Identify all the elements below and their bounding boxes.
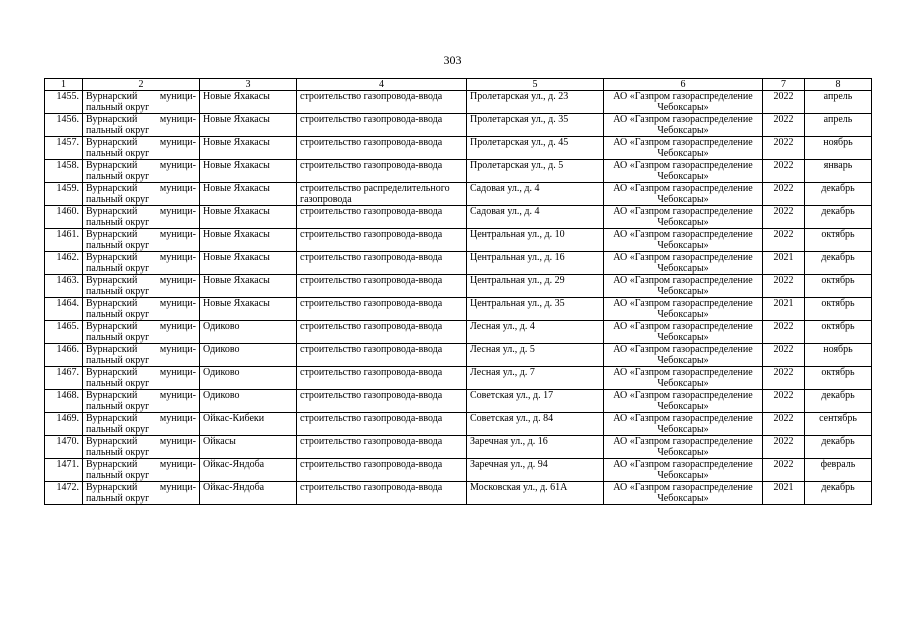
month-cell: апрель: [805, 114, 872, 137]
table-row: [45, 436, 872, 459]
district-type: муници-: [159, 344, 196, 355]
organization-cell: [604, 137, 763, 160]
organization-name: АО «Газпром газораспределение: [613, 229, 753, 240]
work-type-cell: строительство распределительного газопровода: [297, 183, 467, 206]
district-type: муници-: [159, 459, 196, 470]
district-name: Вурнарский: [86, 344, 138, 355]
year-cell: 2022: [763, 321, 805, 344]
month-cell: декабрь: [805, 206, 872, 229]
district-type-cont: пальный округ: [86, 263, 150, 274]
work-type-cell: строительство газопровода-ввода: [297, 344, 467, 367]
work-type-cell: строительство газопровода-ввода: [297, 206, 467, 229]
address-cell: Садовая ул., д. 4: [467, 206, 604, 229]
organization-city: Чебоксары»: [657, 102, 709, 113]
row-number: 1470.: [45, 436, 83, 459]
organization-name: АО «Газпром газораспределение: [613, 252, 753, 263]
year-cell: 2022: [763, 459, 805, 482]
organization-city: Чебоксары»: [657, 194, 709, 205]
district-type: муници-: [159, 367, 196, 378]
row-number: 1466.: [45, 344, 83, 367]
organization-cell: [604, 298, 763, 321]
district-cell: [83, 321, 200, 344]
organization-cell: [604, 252, 763, 275]
column-header: 7: [763, 79, 805, 91]
district-cell: [83, 344, 200, 367]
work-type-cell: строительство газопровода-ввода: [297, 229, 467, 252]
district-type: муници-: [159, 229, 196, 240]
year-cell: 2022: [763, 344, 805, 367]
district-cell: [83, 252, 200, 275]
settlement-cell: Ойкасы: [200, 436, 297, 459]
month-cell: ноябрь: [805, 344, 872, 367]
district-type-cont: пальный округ: [86, 378, 150, 389]
table-row: [45, 321, 872, 344]
district-type: муници-: [159, 298, 196, 309]
year-cell: 2021: [763, 252, 805, 275]
work-type-cell: строительство газопровода-ввода: [297, 413, 467, 436]
table-row: [45, 229, 872, 252]
settlement-cell: Новые Яхакасы: [200, 275, 297, 298]
district-type-cont: пальный округ: [86, 355, 150, 366]
district-cell: [83, 137, 200, 160]
district-type-cont: пальный округ: [86, 309, 150, 320]
year-cell: 2022: [763, 206, 805, 229]
table-body: [45, 91, 872, 505]
organization-name: АО «Газпром газораспределение: [613, 275, 753, 286]
district-type: муници-: [159, 482, 196, 493]
district-type-cont: пальный округ: [86, 401, 150, 412]
work-type-cell: строительство газопровода-ввода: [297, 436, 467, 459]
month-cell: январь: [805, 160, 872, 183]
organization-city: Чебоксары»: [657, 424, 709, 435]
work-type-cell: строительство газопровода-ввода: [297, 390, 467, 413]
column-header: 8: [805, 79, 872, 91]
year-cell: 2022: [763, 114, 805, 137]
row-number: 1459.: [45, 183, 83, 206]
district-cell: [83, 298, 200, 321]
month-cell: октябрь: [805, 321, 872, 344]
row-number: 1463.: [45, 275, 83, 298]
organization-city: Чебоксары»: [657, 240, 709, 251]
table-row: [45, 482, 872, 505]
row-number: 1460.: [45, 206, 83, 229]
settlement-cell: Новые Яхакасы: [200, 229, 297, 252]
column-header: 5: [467, 79, 604, 91]
district-type: муници-: [159, 390, 196, 401]
district-type-cont: пальный округ: [86, 217, 150, 228]
work-type-cell: строительство газопровода-ввода: [297, 275, 467, 298]
organization-city: Чебоксары»: [657, 378, 709, 389]
organization-cell: [604, 413, 763, 436]
column-header: 2: [83, 79, 200, 91]
column-header: 3: [200, 79, 297, 91]
table-row: [45, 367, 872, 390]
organization-cell: [604, 206, 763, 229]
settlement-cell: Одиково: [200, 321, 297, 344]
page-number: 303: [443, 53, 462, 67]
month-cell: февраль: [805, 459, 872, 482]
organization-name: АО «Газпром газораспределение: [613, 482, 753, 493]
organization-name: АО «Газпром газораспределение: [613, 298, 753, 309]
address-cell: Советская ул., д. 17: [467, 390, 604, 413]
organization-name: АО «Газпром газораспределение: [613, 206, 753, 217]
district-cell: [83, 459, 200, 482]
organization-cell: [604, 275, 763, 298]
table-row: [45, 137, 872, 160]
organization-city: Чебоксары»: [657, 470, 709, 481]
district-type-cont: пальный округ: [86, 240, 150, 251]
work-type-cell: строительство газопровода-ввода: [297, 252, 467, 275]
row-number: 1458.: [45, 160, 83, 183]
district-name: Вурнарский: [86, 183, 138, 194]
district-name: Вурнарский: [86, 252, 138, 263]
column-header: 1: [45, 79, 83, 91]
address-cell: Лесная ул., д. 4: [467, 321, 604, 344]
district-type: муници-: [159, 252, 196, 263]
settlement-cell: Ойкас-Яндоба: [200, 459, 297, 482]
organization-city: Чебоксары»: [657, 263, 709, 274]
table-row: [45, 459, 872, 482]
organization-name: АО «Газпром газораспределение: [613, 160, 753, 171]
organization-city: Чебоксары»: [657, 286, 709, 297]
organization-city: Чебоксары»: [657, 217, 709, 228]
work-type-cell: строительство газопровода-ввода: [297, 459, 467, 482]
district-type-cont: пальный округ: [86, 493, 150, 504]
table-row: [45, 206, 872, 229]
district-cell: [83, 206, 200, 229]
year-cell: 2022: [763, 229, 805, 252]
settlement-cell: Одиково: [200, 367, 297, 390]
district-cell: [83, 229, 200, 252]
district-type: муници-: [159, 413, 196, 424]
settlement-cell: Новые Яхакасы: [200, 252, 297, 275]
district-type-cont: пальный округ: [86, 286, 150, 297]
table-row: [45, 413, 872, 436]
organization-name: АО «Газпром газораспределение: [613, 390, 753, 401]
month-cell: декабрь: [805, 390, 872, 413]
organization-cell: [604, 436, 763, 459]
row-number: 1465.: [45, 321, 83, 344]
work-type-cell: строительство газопровода-ввода: [297, 114, 467, 137]
organization-name: АО «Газпром газораспределение: [613, 91, 753, 102]
district-name: Вурнарский: [86, 321, 138, 332]
row-number: 1464.: [45, 298, 83, 321]
district-name: Вурнарский: [86, 206, 138, 217]
month-cell: декабрь: [805, 183, 872, 206]
address-cell: Лесная ул., д. 7: [467, 367, 604, 390]
organization-name: АО «Газпром газораспределение: [613, 413, 753, 424]
organization-city: Чебоксары»: [657, 309, 709, 320]
district-cell: [83, 436, 200, 459]
district-type: муници-: [159, 321, 196, 332]
row-number: 1467.: [45, 367, 83, 390]
month-cell: октябрь: [805, 229, 872, 252]
settlement-cell: Новые Яхакасы: [200, 183, 297, 206]
organization-city: Чебоксары»: [657, 332, 709, 343]
organization-name: АО «Газпром газораспределение: [613, 436, 753, 447]
organization-cell: [604, 482, 763, 505]
district-type-cont: пальный округ: [86, 447, 150, 458]
work-type-cell: строительство газопровода-ввода: [297, 137, 467, 160]
year-cell: 2022: [763, 160, 805, 183]
table-row: [45, 252, 872, 275]
address-cell: Центральная ул., д. 16: [467, 252, 604, 275]
row-number: 1455.: [45, 91, 83, 114]
table-row: [45, 344, 872, 367]
district-name: Вурнарский: [86, 114, 138, 125]
month-cell: сентябрь: [805, 413, 872, 436]
settlement-cell: Новые Яхакасы: [200, 137, 297, 160]
organization-cell: [604, 114, 763, 137]
organization-cell: [604, 321, 763, 344]
district-name: Вурнарский: [86, 436, 138, 447]
work-type-cell: строительство газопровода-ввода: [297, 160, 467, 183]
row-number: 1456.: [45, 114, 83, 137]
district-type: муници-: [159, 275, 196, 286]
district-name: Вурнарский: [86, 91, 138, 102]
work-type-cell: строительство газопровода-ввода: [297, 91, 467, 114]
district-name: Вурнарский: [86, 459, 138, 470]
district-type-cont: пальный округ: [86, 424, 150, 435]
organization-name: АО «Газпром газораспределение: [613, 137, 753, 148]
organization-city: Чебоксары»: [657, 401, 709, 412]
district-cell: [83, 413, 200, 436]
organization-name: АО «Газпром газораспределение: [613, 183, 753, 194]
row-number: 1471.: [45, 459, 83, 482]
row-number: 1457.: [45, 137, 83, 160]
organization-name: АО «Газпром газораспределение: [613, 321, 753, 332]
gas-pipeline-table: [44, 78, 872, 505]
district-cell: [83, 91, 200, 114]
work-type-cell: строительство газопровода-ввода: [297, 298, 467, 321]
district-name: Вурнарский: [86, 137, 138, 148]
organization-cell: [604, 160, 763, 183]
table-row: [45, 275, 872, 298]
settlement-cell: Одиково: [200, 390, 297, 413]
work-type-cell: строительство газопровода-ввода: [297, 321, 467, 344]
year-cell: 2022: [763, 390, 805, 413]
settlement-cell: Одиково: [200, 344, 297, 367]
table-header-row: [45, 79, 872, 91]
column-header: 6: [604, 79, 763, 91]
address-cell: Пролетарская ул., д. 45: [467, 137, 604, 160]
row-number: 1461.: [45, 229, 83, 252]
address-cell: Пролетарская ул., д. 35: [467, 114, 604, 137]
district-type-cont: пальный округ: [86, 470, 150, 481]
district-type: муници-: [159, 436, 196, 447]
settlement-cell: Новые Яхакасы: [200, 206, 297, 229]
address-cell: Московская ул., д. 61А: [467, 482, 604, 505]
organization-cell: [604, 459, 763, 482]
organization-name: АО «Газпром газораспределение: [613, 367, 753, 378]
district-type: муници-: [159, 160, 196, 171]
address-cell: Заречная ул., д. 16: [467, 436, 604, 459]
address-cell: Заречная ул., д. 94: [467, 459, 604, 482]
year-cell: 2022: [763, 183, 805, 206]
organization-cell: [604, 91, 763, 114]
organization-cell: [604, 367, 763, 390]
table-row: [45, 160, 872, 183]
district-name: Вурнарский: [86, 367, 138, 378]
district-cell: [83, 183, 200, 206]
district-type: муници-: [159, 183, 196, 194]
organization-city: Чебоксары»: [657, 171, 709, 182]
year-cell: 2022: [763, 137, 805, 160]
year-cell: 2022: [763, 275, 805, 298]
row-number: 1462.: [45, 252, 83, 275]
address-cell: Центральная ул., д. 10: [467, 229, 604, 252]
district-type-cont: пальный округ: [86, 148, 150, 159]
settlement-cell: Ойкас-Яндоба: [200, 482, 297, 505]
district-type-cont: пальный округ: [86, 125, 150, 136]
district-cell: [83, 367, 200, 390]
district-type-cont: пальный округ: [86, 102, 150, 113]
district-cell: [83, 482, 200, 505]
district-name: Вурнарский: [86, 413, 138, 424]
organization-city: Чебоксары»: [657, 355, 709, 366]
year-cell: 2022: [763, 413, 805, 436]
month-cell: апрель: [805, 91, 872, 114]
district-cell: [83, 390, 200, 413]
district-name: Вурнарский: [86, 298, 138, 309]
organization-cell: [604, 229, 763, 252]
organization-name: АО «Газпром газораспределение: [613, 114, 753, 125]
organization-city: Чебоксары»: [657, 125, 709, 136]
district-type-cont: пальный округ: [86, 332, 150, 343]
settlement-cell: Новые Яхакасы: [200, 114, 297, 137]
year-cell: 2021: [763, 482, 805, 505]
address-cell: Садовая ул., д. 4: [467, 183, 604, 206]
address-cell: Советская ул., д. 84: [467, 413, 604, 436]
district-name: Вурнарский: [86, 229, 138, 240]
district-cell: [83, 275, 200, 298]
month-cell: декабрь: [805, 436, 872, 459]
month-cell: октябрь: [805, 298, 872, 321]
organization-cell: [604, 344, 763, 367]
district-type: муници-: [159, 114, 196, 125]
district-name: Вурнарский: [86, 482, 138, 493]
table-row: [45, 91, 872, 114]
district-type: муници-: [159, 206, 196, 217]
row-number: 1468.: [45, 390, 83, 413]
table-row: [45, 390, 872, 413]
district-cell: [83, 114, 200, 137]
month-cell: декабрь: [805, 252, 872, 275]
district-name: Вурнарский: [86, 160, 138, 171]
row-number: 1472.: [45, 482, 83, 505]
month-cell: октябрь: [805, 275, 872, 298]
organization-name: АО «Газпром газораспределение: [613, 344, 753, 355]
district-name: Вурнарский: [86, 390, 138, 401]
district-cell: [83, 160, 200, 183]
district-type: муници-: [159, 137, 196, 148]
settlement-cell: Новые Яхакасы: [200, 160, 297, 183]
year-cell: 2022: [763, 436, 805, 459]
address-cell: Лесная ул., д. 5: [467, 344, 604, 367]
table-row: [45, 114, 872, 137]
column-header: 4: [297, 79, 467, 91]
month-cell: декабрь: [805, 482, 872, 505]
settlement-cell: Новые Яхакасы: [200, 298, 297, 321]
row-number: 1469.: [45, 413, 83, 436]
work-type-cell: строительство газопровода-ввода: [297, 482, 467, 505]
work-type-cell: строительство газопровода-ввода: [297, 367, 467, 390]
address-cell: Пролетарская ул., д. 23: [467, 91, 604, 114]
organization-cell: [604, 183, 763, 206]
organization-cell: [604, 390, 763, 413]
settlement-cell: Ойкас-Кибеки: [200, 413, 297, 436]
address-cell: Центральная ул., д. 35: [467, 298, 604, 321]
address-cell: Пролетарская ул., д. 5: [467, 160, 604, 183]
year-cell: 2021: [763, 298, 805, 321]
table-row: [45, 183, 872, 206]
organization-city: Чебоксары»: [657, 447, 709, 458]
month-cell: октябрь: [805, 367, 872, 390]
year-cell: 2022: [763, 91, 805, 114]
address-cell: Центральная ул., д. 29: [467, 275, 604, 298]
table-row: [45, 298, 872, 321]
district-name: Вурнарский: [86, 275, 138, 286]
organization-name: АО «Газпром газораспределение: [613, 459, 753, 470]
district-type-cont: пальный округ: [86, 194, 150, 205]
organization-city: Чебоксары»: [657, 493, 709, 504]
district-type-cont: пальный округ: [86, 171, 150, 182]
organization-city: Чебоксары»: [657, 148, 709, 159]
year-cell: 2022: [763, 367, 805, 390]
district-type: муници-: [159, 91, 196, 102]
settlement-cell: Новые Яхакасы: [200, 91, 297, 114]
month-cell: ноябрь: [805, 137, 872, 160]
